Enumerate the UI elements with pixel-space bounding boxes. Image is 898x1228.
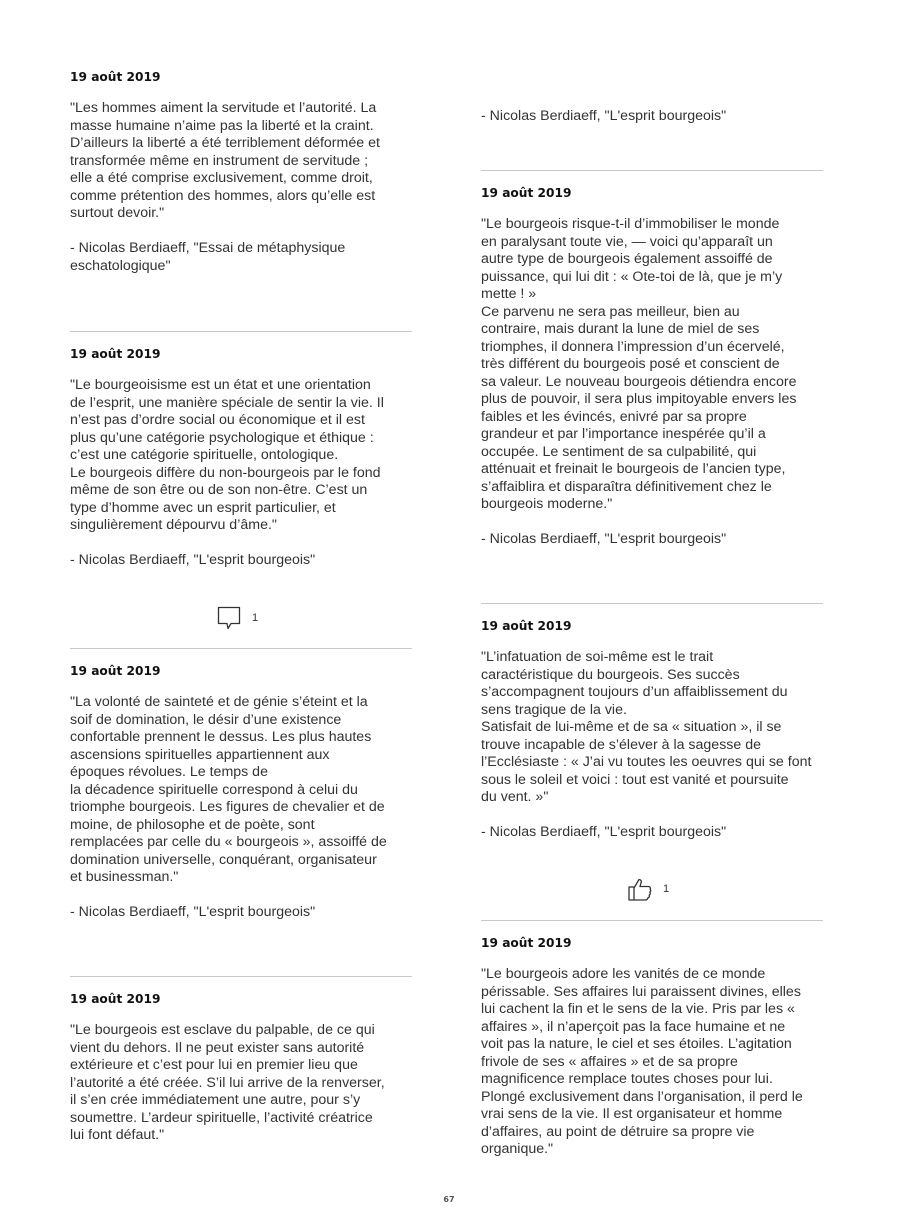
text-line: époques révolues. Le temps de [70, 764, 268, 780]
text-line: - Nicolas Berdiaeff, "L'esprit bourgeois" [481, 108, 727, 124]
text-line: confortable prennent le dessus. Les plus hautes [70, 729, 372, 745]
text-line: - Nicolas Berdiaeff, "L'esprit bourgeois" [70, 552, 316, 568]
text-line: Le bourgeois diffère du non-bourgeois par le fond [70, 464, 381, 481]
post-body [70, 694, 412, 922]
text-line: bourgeois moderne." [481, 496, 613, 512]
text-line: remplacées par celle du « bourgeois », assoiffé de [70, 834, 387, 850]
text-line: comme prétention des hommes, alors qu’elle est [70, 187, 376, 204]
text-line: faibles et les évincés, enivré par sa propre [481, 408, 747, 425]
text-line: triomphe bourgeois. Les figures de chevalier et de [70, 799, 385, 815]
text-line: périssable. Ses affaires lui paraissent divines, elles [481, 983, 801, 1000]
text-line: eschatologique" [70, 257, 171, 274]
blank-line [70, 223, 412, 241]
text-line: - Nicolas Berdiaeff, "L'esprit bourgeois" [70, 904, 316, 920]
text-line: plus de pouvoir, il sera plus impitoyable envers les [481, 391, 797, 407]
post-date: 19 août 2019 [481, 936, 572, 950]
text-line: la décadence spirituelle correspond à celui du [70, 781, 358, 798]
text-line: soif de domination, le désir d’une existence [70, 711, 342, 728]
post-body [70, 1022, 412, 1145]
post-divider [481, 920, 823, 921]
text-line: D’ailleurs la liberté a été terriblement déformée et [70, 135, 380, 151]
post-divider [70, 976, 412, 977]
text-line: n’est pas d’ordre social ou économique et il est [70, 412, 365, 428]
text-line: singulièrement dépourvu d’âme." [70, 517, 277, 533]
text-line: domination universelle, conquérant, organisateur [70, 851, 377, 868]
text-line: lui cachent la fin et le sens de la vie. Pris par les « [481, 1001, 795, 1017]
page-number: 67 [443, 1195, 455, 1204]
post-date: 19 août 2019 [481, 619, 572, 633]
text-line: "Le bourgeois est esclave du palpable, de ce qui [70, 1022, 375, 1038]
text-line: il s’en crée immédiatement une autre, pour s’y [70, 1092, 361, 1108]
text-line: caractéristique du bourgeois. Ses succès [481, 666, 740, 683]
blank-line [70, 887, 412, 905]
post-date: 19 août 2019 [70, 664, 161, 678]
post-date: 19 août 2019 [481, 186, 572, 200]
like-reaction[interactable] [627, 876, 669, 902]
post-date: 19 août 2019 [70, 992, 161, 1006]
text-line: et businessman." [70, 869, 179, 885]
post-body [481, 966, 823, 1159]
comment-reaction[interactable] [216, 605, 258, 631]
text-line: l’autorité a été créée. S’il lui arrive de la renverser, [70, 1074, 385, 1091]
post-body [481, 216, 823, 549]
text-line: magnificence remplace toutes choses pour lui. [481, 1071, 773, 1087]
text-line: voit pas la nature, le ciel et ses étoiles. L’agitation [481, 1036, 792, 1052]
post-body [70, 377, 412, 570]
text-line: Plongé exclusivement dans l’organisation, il perd le [481, 1088, 803, 1105]
text-line: en paralysant toute vie, — voici qu’apparaît un [481, 233, 773, 250]
text-line: plus qu’une catégorie psychologique et éthique : [70, 429, 374, 446]
text-line: vrai sens de la vie. Il est organisateur et homme [481, 1106, 783, 1122]
text-line: sa valeur. Le nouveau bourgeois détiendra encore [481, 373, 797, 390]
text-line: - Nicolas Berdiaeff, "Essai de métaphysique [70, 240, 346, 256]
text-line: type d’homme avec un esprit particulier, et [70, 499, 336, 516]
text-line: atténuait et freinait le bourgeois de l’ancien type, [481, 461, 786, 477]
text-line: sous le soleil et voici : tout est vanité et poursuite [481, 771, 789, 788]
text-line: - Nicolas Berdiaeff, "L'esprit bourgeois" [481, 531, 727, 547]
text-line: transformée même en instrument de servitude ; [70, 152, 369, 169]
like-count: 1 [663, 883, 670, 895]
text-line: autre type de bourgeois également assoiffé de [481, 251, 773, 267]
text-line: Satisfait de lui-même et de sa « situation », il se [481, 719, 782, 735]
text-line: d’affaires, au point de détruire sa propre vie [481, 1123, 755, 1140]
text-line: contraire, mais durant la lune de miel de ses [481, 321, 760, 337]
text-line: "Le bourgeoisisme est un état et une orientation [70, 377, 371, 393]
post-divider [481, 170, 823, 171]
text-line: c’est une catégorie spirituelle, ontologique. [70, 447, 339, 463]
blank-line [70, 535, 412, 553]
text-line: extérieure et c’est pour lui en premier lieu que [70, 1057, 358, 1073]
text-line: sens tragique de la vie. [481, 701, 627, 718]
blank-line [481, 514, 823, 532]
text-line: organique." [481, 1141, 554, 1157]
text-line: même de son être ou de son non-être. C’est un [70, 482, 368, 498]
text-line: du vent. »" [481, 789, 549, 805]
text-line: grandeur et par l’importance inespérée qu’il a [481, 426, 766, 442]
text-line: s’affaiblira et disparaîtra définitivement chez le [481, 478, 772, 495]
post-date: 19 août 2019 [70, 347, 161, 361]
comment-icon [216, 605, 242, 631]
text-line: lui font défaut." [70, 1127, 165, 1143]
post-body [70, 100, 412, 275]
text-line: vient du dehors. Il ne peut exister sans autorité [70, 1039, 365, 1056]
text-line: frivole de ses « affaires » et de sa propre [481, 1053, 738, 1070]
post-body [481, 108, 823, 126]
post-body [481, 649, 823, 842]
post-divider [481, 603, 823, 604]
blank-line [481, 807, 823, 825]
text-line: triomphes, il donnera l’impression d’un écervelé, [481, 338, 785, 355]
text-line: ascensions spirituelles appartiennent aux [70, 746, 330, 763]
post-divider [70, 648, 412, 649]
text-line: s’accompagnent toujours d’un affaiblissement du [481, 684, 788, 700]
text-line: masse humaine n’aime pas la liberté et la craint. [70, 117, 374, 134]
text-line: de l’esprit, une manière spéciale de sentir la vie. Il [70, 394, 384, 411]
text-line: elle a été comprise exclusivement, comme droit, [70, 170, 373, 186]
text-line: surtout devoir." [70, 205, 165, 221]
text-line: "Le bourgeois risque-t-il d’immobiliser le monde [481, 216, 780, 232]
text-line: l’Ecclésiaste : « J’ai vu toutes les oeuvres qui se font [481, 754, 812, 770]
text-line: Ce parvenu ne sera pas meilleur, bien au [481, 303, 740, 320]
text-line: très différent du bourgeois posé et conscient de [481, 356, 780, 372]
text-line: "La volonté de sainteté et de génie s’éteint et la [70, 694, 368, 710]
post-date: 19 août 2019 [70, 70, 161, 84]
text-line: moine, de philosophe et de poète, sont [70, 816, 315, 833]
text-line: - Nicolas Berdiaeff, "L'esprit bourgeois" [481, 824, 727, 840]
post-divider [70, 331, 412, 332]
text-line: puissance, qui lui dit : « Ote-toi de là, que je m’y [481, 268, 783, 285]
thumbs-up-icon [627, 876, 653, 902]
text-line: "L’infatuation de soi-même est le trait [481, 649, 714, 665]
text-line: mette ! » [481, 286, 537, 302]
text-line: occupée. Le sentiment de sa culpabilité, qui [481, 443, 757, 460]
text-line: trouve incapable de s’élever à la sagesse de [481, 736, 761, 753]
comment-count: 1 [252, 612, 259, 624]
text-line: "Le bourgeois adore les vanités de ce monde [481, 966, 766, 982]
text-line: affaires », il n’aperçoit pas la face humaine et ne [481, 1018, 786, 1035]
text-line: soumettre. L’ardeur spirituelle, l’activité créatrice [70, 1109, 373, 1126]
text-line: "Les hommes aiment la servitude et l’autorité. La [70, 100, 377, 116]
